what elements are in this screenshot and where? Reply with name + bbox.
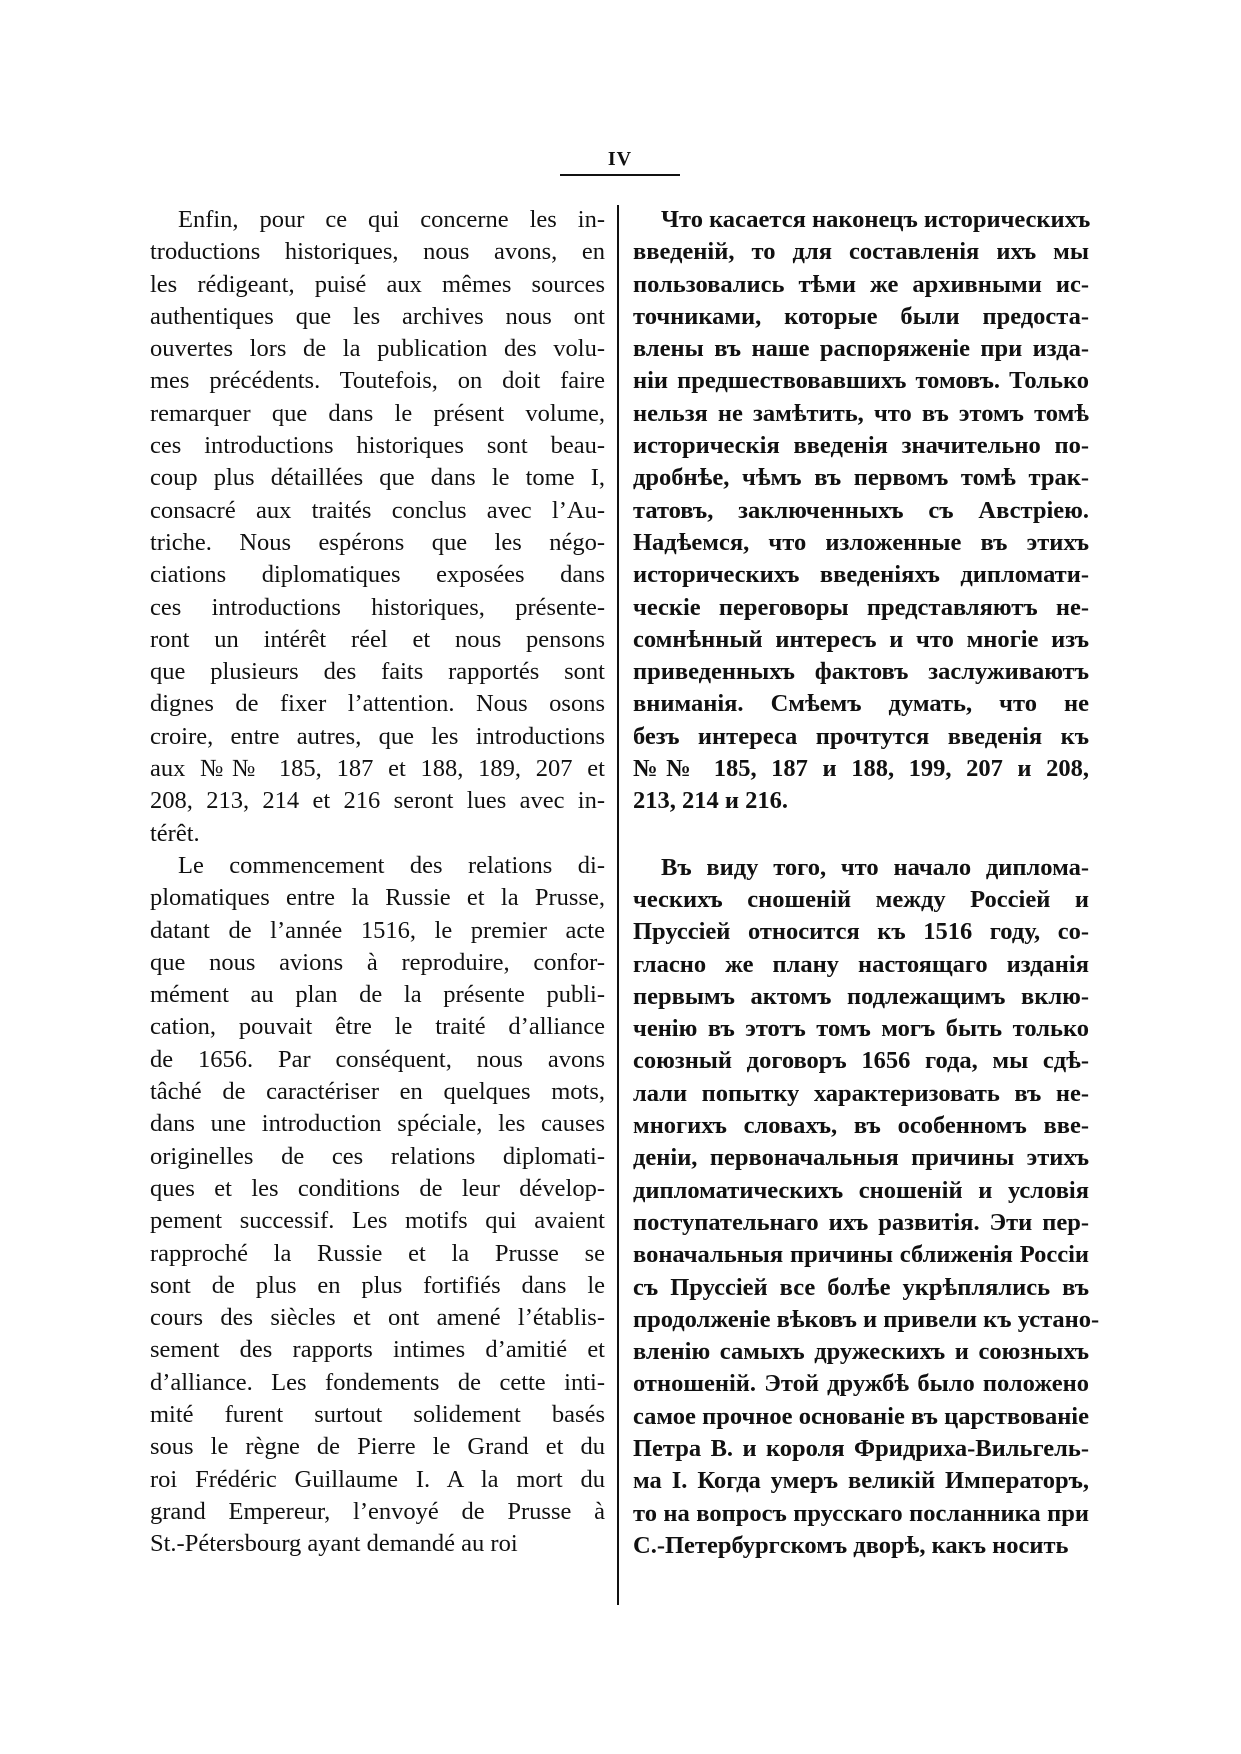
text-line: татовъ, заключенныхъ съ Австріею.: [633, 496, 1089, 524]
text-line: ченію въ этотъ томъ могъ быть только: [633, 1015, 1089, 1043]
text-line: plomatiques entre la Russie et la Prusse,: [150, 884, 605, 912]
text-line: дробнѣе, чѣмъ въ первомъ томѣ трак-: [633, 464, 1089, 492]
text-line: ouvertes lors de la publication des volu-: [150, 335, 605, 363]
text-line: введеній, то для составленія ихъ мы: [633, 238, 1089, 266]
text-line: Enfin, pour ce qui concerne les in-: [178, 206, 605, 233]
text-line: лали попытку характеризовать въ не-: [633, 1079, 1089, 1107]
right-column: [633, 204, 1100, 1562]
text-line: историческія введенія значительно по-: [633, 432, 1089, 460]
text-line: térêt.: [150, 819, 200, 847]
text-line: que plusieurs des faits rapportés sont: [150, 658, 605, 686]
text-line: пользовались тѣми же архивными ис-: [633, 270, 1089, 298]
text-line: нельзя не замѣтить, что въ этомъ томѣ: [633, 399, 1089, 427]
text-line: sont de plus en plus fortifiés dans le: [150, 1271, 605, 1299]
text-line: sous le règne de Pierre le Grand et du: [150, 1433, 605, 1461]
text-line: dignes de fixer l’attention. Nous osons: [150, 690, 605, 718]
text-line: troductions historiques, nous avons, en: [150, 238, 605, 266]
text-line: С.-Петербургскомъ дворѣ, какъ носить: [633, 1531, 1069, 1559]
text-line: многихъ словахъ, въ особенномъ вве-: [633, 1112, 1089, 1140]
text-line: №№ 185, 187 и 188, 199, 207 и 208,: [633, 755, 1089, 783]
text-line: вниманія. Смѣемъ думать, что не: [633, 690, 1089, 718]
text-line: rapproché la Russie et la Prusse se: [150, 1239, 605, 1267]
text-line: sement des rapports intimes d’amitié et: [150, 1336, 605, 1364]
text-line: remarquer que dans le présent volume,: [150, 399, 605, 427]
text-line: grand Empereur, l’envoyé de Prusse à: [150, 1497, 605, 1525]
text-line: 208, 213, 214 et 216 seront lues avec in-: [150, 787, 605, 815]
text-line: consacré aux traités conclus avec l’Au-: [150, 496, 605, 524]
text-line: гласно же плану настоящаго изданія: [633, 950, 1089, 978]
text-line: дипломатическихъ сношеній и условія: [633, 1176, 1089, 1204]
text-line: ciations diplomatiques exposées dans: [150, 561, 605, 589]
text-line: точниками, которые были предоста-: [633, 302, 1089, 330]
column-divider: [617, 205, 619, 1605]
paragraph: [633, 852, 1100, 1563]
text-line: roi Frédéric Guillaume I. A la mort du: [150, 1465, 605, 1493]
text-line: cation, pouvait être le traité d’alliance: [150, 1013, 605, 1041]
paragraph-gap: [633, 818, 1089, 852]
text-line: влены въ наше распоряженіе при изда-: [633, 335, 1089, 363]
text-line: coup plus détaillées que dans le tome I,: [150, 464, 605, 492]
text-line: Надѣемся, что изложенные въ этихъ: [633, 528, 1089, 556]
text-line: croire, entre autres, que les introductions: [150, 722, 605, 750]
text-line: dans une introduction spéciale, les causes: [150, 1110, 605, 1138]
header-rule: [560, 174, 680, 176]
text-line: triche. Nous espérons que les négo-: [150, 528, 605, 556]
text-line: Le commencement des relations di-: [178, 851, 605, 879]
text-line: продолженіе вѣковъ и привели къ устано-: [633, 1305, 1100, 1333]
text-line: поступательнаго ихъ развитія. Эти пер-: [633, 1208, 1089, 1236]
text-line: съ Пруссіей все болѣе укрѣплялись въ: [633, 1273, 1089, 1301]
text-line: tâché de caractériser en quelques mots,: [150, 1078, 605, 1106]
paragraph: [150, 850, 605, 1561]
text-line: отношеній. Этой дружбѣ было положено: [633, 1370, 1089, 1398]
text-line: d’alliance. Les fondements de cette inti-: [150, 1368, 605, 1396]
text-line: Въ виду того, что начало диплома-: [661, 853, 1089, 881]
text-line: ческихъ сношеній между Россіей и: [633, 885, 1089, 913]
text-line: Пруссіей относится къ 1516 году, со-: [633, 918, 1089, 946]
page-number: IV: [607, 148, 633, 170]
text-line: ques et les conditions de leur dévelop-: [150, 1174, 605, 1202]
text-line: authentiques que les archives nous ont: [150, 302, 605, 330]
text-line: историческихъ введеніяхъ дипломати-: [633, 561, 1089, 589]
text-line: pement successif. Les motifs qui avaient: [150, 1207, 605, 1235]
text-line: Петра В. и короля Фридриха-Вильгель-: [633, 1434, 1089, 1462]
text-line: que nous avions à reproduire, confor-: [150, 948, 605, 976]
text-line: приведенныхъ фактовъ заслуживаютъ: [633, 658, 1089, 686]
text-line: вленію самыхъ дружескихъ и союзныхъ: [633, 1338, 1089, 1366]
left-column: [150, 204, 605, 1560]
text-line: ront un intérêt réel et nous pensons: [150, 625, 605, 653]
text-line: ма I. Когда умеръ великій Императоръ,: [633, 1467, 1089, 1495]
text-line: союзный договоръ 1656 года, мы сдѣ-: [633, 1047, 1089, 1075]
text-line: originelles de ces relations diplomati-: [150, 1142, 605, 1170]
text-line: деніи, первоначальныя причины этихъ: [633, 1144, 1089, 1172]
text-line: St.-Pétersbourg ayant demandé au roi: [150, 1530, 518, 1558]
text-line: ческіе переговоры представляютъ не-: [633, 593, 1089, 621]
text-line: datant de l’année 1516, le premier acte: [150, 916, 605, 944]
text-line: безъ интереса прочтутся введенія къ: [633, 722, 1089, 750]
text-line: первымъ актомъ подлежащимъ вклю-: [633, 982, 1089, 1010]
text-line: то на вопросъ прусскаго посланника при: [633, 1499, 1089, 1527]
text-line: de 1656. Par conséquent, nous avons: [150, 1045, 605, 1073]
text-line: воначальныя причины сближенія Россіи: [633, 1241, 1089, 1269]
text-line: mément au plan de la présente publi-: [150, 981, 605, 1009]
text-line: ces introductions historiques sont beau-: [150, 432, 605, 460]
text-line: cours des siècles et ont amené l’établis-: [150, 1304, 605, 1332]
text-line: Что касается наконецъ историческихъ: [661, 206, 1091, 233]
text-line: ніи предшествовавшихъ томовъ. Только: [633, 367, 1089, 395]
text-line: сомнѣнный интересъ и что многіе изъ: [633, 625, 1089, 653]
text-line: ces introductions historiques, présente-: [150, 593, 605, 621]
paragraph: [150, 204, 605, 850]
text-line: mes précédents. Toutefois, on doit faire: [150, 367, 605, 395]
text-line: les rédigeant, puisé aux mêmes sources: [150, 270, 605, 298]
text-line: aux №№ 185, 187 et 188, 189, 207 et: [150, 755, 605, 783]
paragraph: [633, 204, 1089, 818]
text-line: mité furent surtout solidement basés: [150, 1400, 605, 1428]
text-line: самое прочное основаніе въ царствованіе: [633, 1402, 1089, 1430]
text-line: 213, 214 и 216.: [633, 787, 788, 815]
